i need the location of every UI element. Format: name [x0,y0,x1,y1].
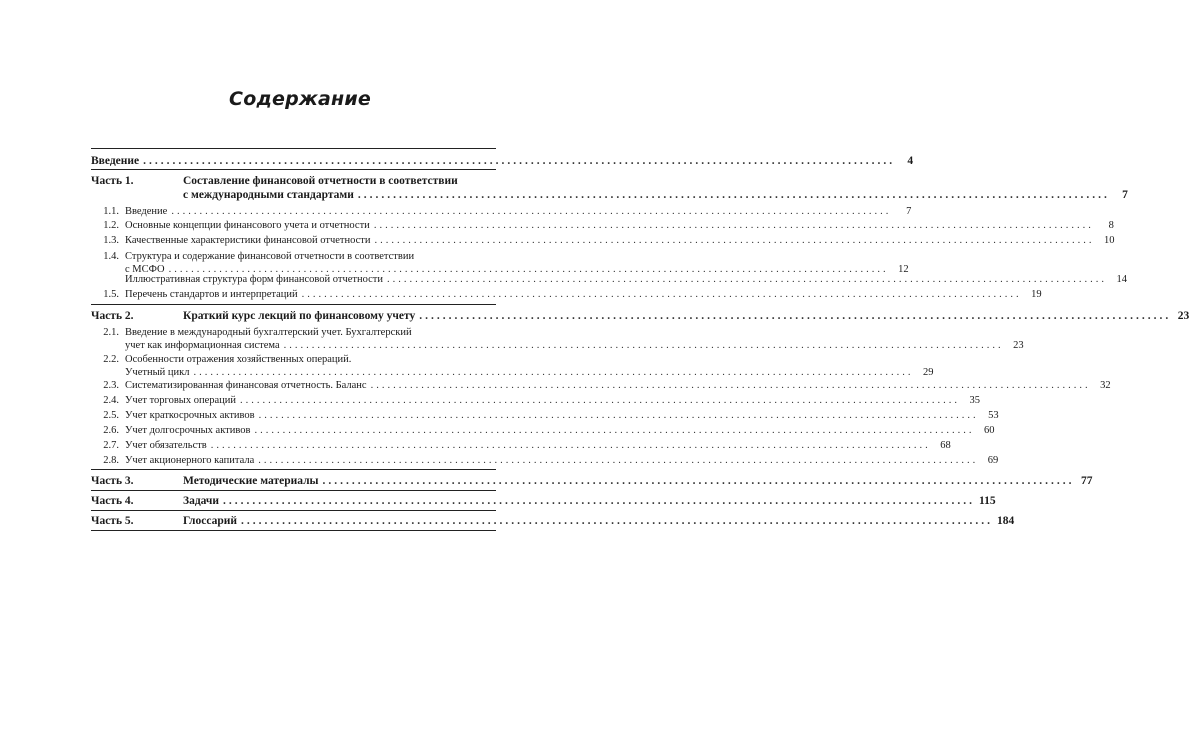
toc-page-number: 7 [1122,189,1128,201]
toc-entry-title: Систематизированная финансовая отчетность. Баланс [125,380,367,391]
leader-dots: ................................................................................................................................ [419,310,1172,322]
leader-dots: ................................................................................................................................ [283,340,1004,351]
toc-entry-section-2-1[interactable] [91,326,1024,352]
toc-entry-title-line2: с МСФО [125,264,165,275]
toc-entry-section-1-3[interactable] [91,234,1115,247]
toc-entry-title: Учет обязательств [125,440,207,451]
section-number: 1.3. [103,235,119,246]
toc-entry-part-1[interactable] [91,174,1128,202]
divider [91,304,496,305]
toc-entry-section-2-8[interactable] [91,454,999,467]
divider [91,469,496,470]
toc-page-number: 4 [907,155,914,167]
toc-entry-section-2-3[interactable] [91,379,1111,392]
section-number: 2.6. [103,425,119,436]
toc-entry-title-line2: Учетный цикл [125,367,190,378]
toc-entry-section-2-6[interactable] [91,424,995,437]
toc-entry-section-2-2[interactable] [91,353,934,379]
leader-dots: ................................................................................................................................ [258,410,979,421]
toc-page-number: 68 [940,440,951,451]
leader-dots: ................................................................................................................................ [240,395,961,406]
toc-page-number: 69 [987,455,999,466]
leader-dots: ................................................................................................................................ [258,455,979,466]
toc-entry-section-1-5[interactable] [91,288,1042,301]
toc-page-number: 53 [988,410,999,421]
toc-page-number: 32 [1100,380,1111,391]
part-number: Часть 5. [91,515,134,527]
toc-entry-title: Перечень стандартов и интерпретаций [125,289,298,300]
toc-entry-part-4[interactable] [91,494,996,508]
toc-entry-title-line2: учет как информационная система [125,340,280,351]
section-number: 2.7. [103,440,119,451]
toc-page-number: 12 [898,264,909,275]
leader-dots: ................................................................................................................................ [223,495,976,507]
toc-page-number: 60 [983,425,995,436]
divider [91,490,496,491]
toc-page-number: 77 [1081,475,1093,487]
section-number: 1.4. [103,251,119,262]
toc-page-number: 23 [1177,310,1189,322]
toc-entry-title: Качественные характеристики финансовой отчетности [125,235,371,246]
leader-dots: ................................................................................................................................ [143,155,896,167]
toc-entry-section-2-7[interactable] [91,439,951,452]
leader-dots: ................................................................................................................................ [171,206,892,217]
toc-page-number: 19 [1031,289,1042,300]
toc-entry-title-line1: Введение в международный бухгалтерский учет. Бухгалтерский [125,327,412,338]
leader-dots: ................................................................................................................................ [254,425,975,436]
toc-page-number: 23 [1013,340,1024,351]
toc-page-number: 115 [979,495,996,507]
leader-dots: ................................................................................................................................ [168,264,889,275]
leader-dots: ................................................................................................................................ [322,475,1075,487]
toc-entry-title-line1: Структура и содержание финансовой отчетности в соответствии [125,251,415,262]
toc-entry-title: Задачи [183,495,220,507]
toc-page-number: 14 [1116,274,1128,285]
section-number: 2.2. [103,354,119,365]
leader-dots: ................................................................................................................................ [373,220,1094,231]
part-number: Часть 4. [91,495,134,507]
toc-entry-title-line1: Составление финансовой отчетности в соответствии [183,175,458,187]
leader-dots: ................................................................................................................................ [240,515,993,527]
leader-dots: ................................................................................................................................ [370,380,1091,391]
toc-page-number: 10 [1104,235,1115,246]
toc-entry-title: Учет торговых операций [125,395,237,406]
toc-entry-title: Введение [91,155,140,167]
leader-dots: ................................................................................................................................ [301,289,1022,300]
part-number: Часть 2. [91,310,134,322]
leader-dots: ................................................................................................................................ [374,235,1095,246]
toc-entry-title: Методические материалы [183,475,319,487]
toc-page-number: 7 [906,206,912,217]
section-number: 2.5. [103,410,119,421]
toc-entry-title: Краткий курс лекций по финансовому учету [183,310,416,322]
toc-entry-title-line1: Особенности отражения хозяйственных операций. [125,354,352,365]
section-number: 1.5. [103,289,119,300]
page-title: Содержание [229,88,371,110]
section-number: 2.4. [103,395,119,406]
divider [91,530,496,531]
toc-entry-section-1-1[interactable] [91,205,912,218]
toc-entry-title: Учет долгосрочных активов [125,425,251,436]
part-number: Часть 3. [91,475,134,487]
toc-page-number: 184 [996,515,1015,527]
toc-entry-title: Введение [125,206,168,217]
divider [91,169,496,170]
leader-dots: ................................................................................................................................ [210,440,931,451]
toc-entry-title: Основные концепции финансового учета и отчетности [125,220,370,231]
toc-entry-section-1-2[interactable] [91,219,1114,232]
table-of-contents [91,0,1189,750]
toc-entry-title: Глоссарий [183,515,237,527]
toc-entry-title: Учет краткосрочных активов [125,410,255,421]
toc-entry-title-line2: с международными стандартами [183,189,354,201]
leader-dots: ................................................................................................................................ [193,367,914,378]
toc-entry-part-2[interactable] [91,309,1189,323]
divider [91,510,496,511]
toc-entry-section-2-4[interactable] [91,394,981,407]
toc-page-number: 35 [969,395,981,406]
section-number: 2.1. [103,327,119,338]
leader-dots: ................................................................................................................................ [387,274,1108,285]
toc-page-number: 29 [922,367,934,378]
section-number: 2.8. [103,455,119,466]
leader-dots: ................................................................................................................................ [357,189,1110,201]
toc-page-number: 8 [1108,220,1114,231]
divider [91,148,496,149]
section-number: 1.1. [103,206,119,217]
section-number: 2.3. [103,380,119,391]
section-number: 1.2. [103,220,119,231]
toc-entry-illustrative-structure[interactable] [91,273,1128,286]
toc-entry-part-3[interactable] [91,474,1093,488]
toc-entry-intro[interactable] [91,154,914,168]
toc-entry-section-2-5[interactable] [91,409,999,422]
part-number: Часть 1. [91,175,134,187]
toc-entry-title: Учет акционерного капитала [125,455,255,466]
toc-entry-part-5[interactable] [91,514,1015,528]
toc-entry-title: Иллюстративная структура форм финансовой отчетности [125,274,384,285]
